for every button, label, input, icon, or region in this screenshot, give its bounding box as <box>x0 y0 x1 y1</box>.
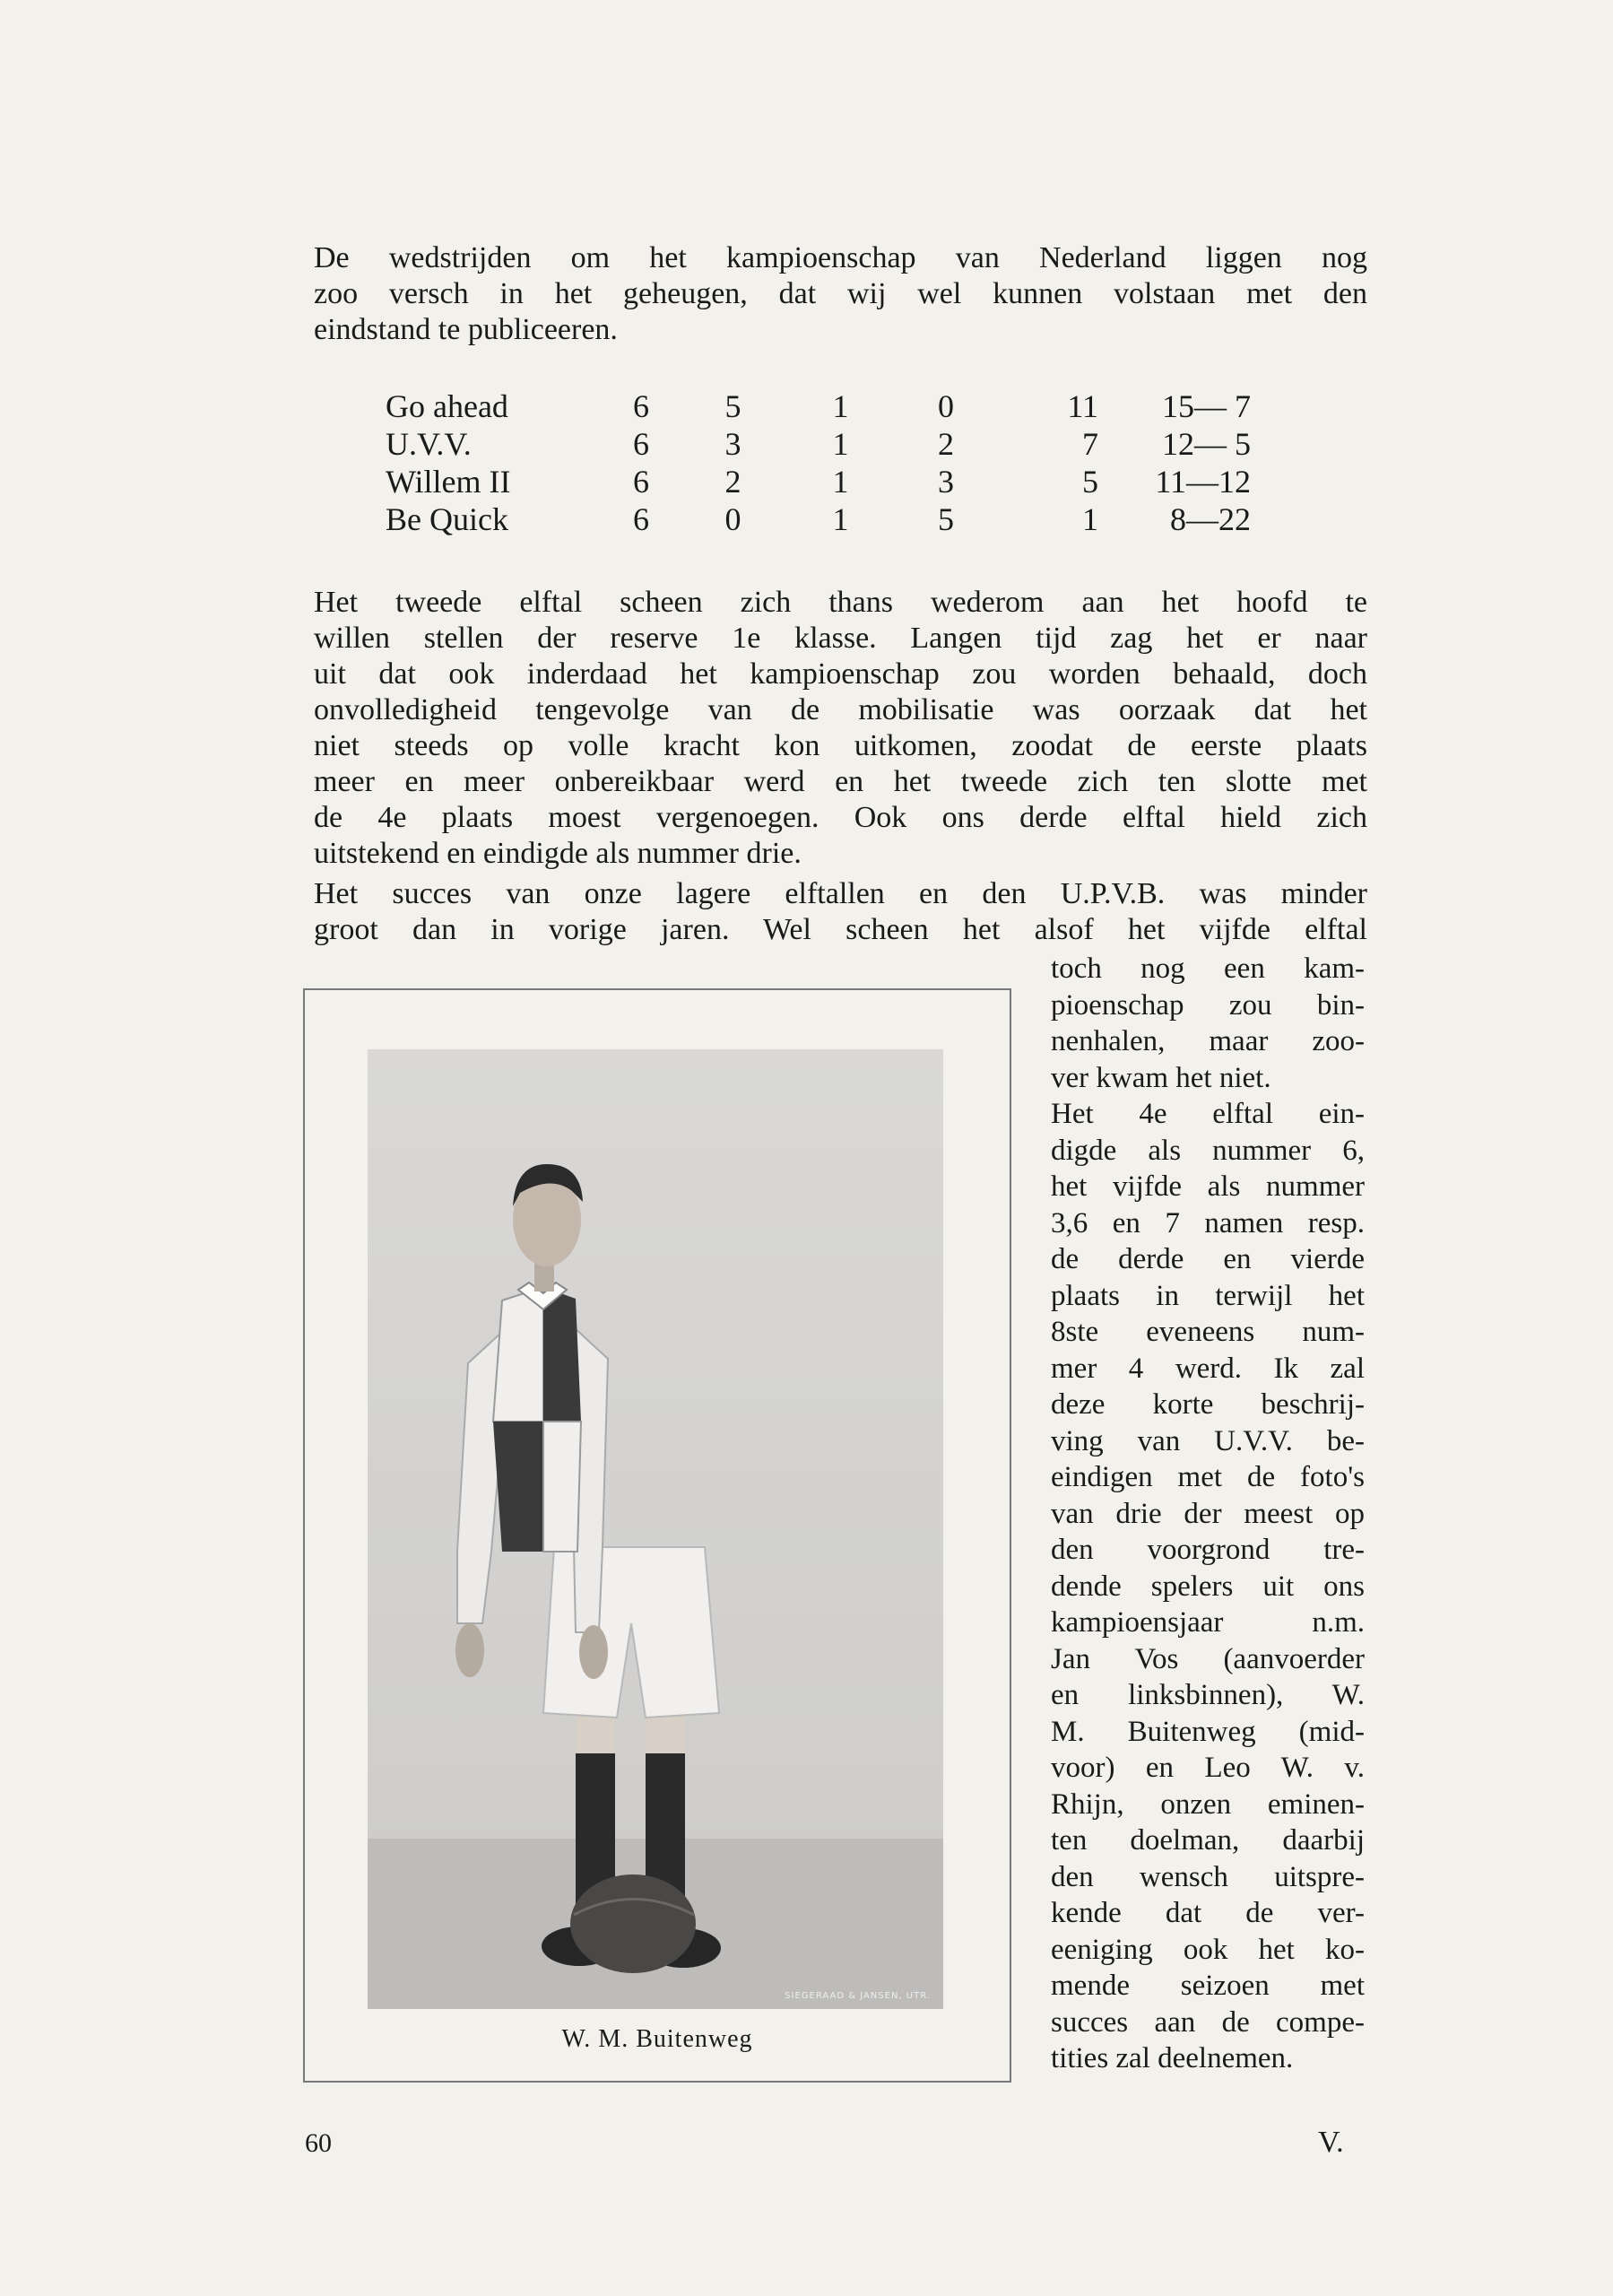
text-line: plaats in terwijl het <box>1051 1279 1365 1312</box>
side-column-text <box>1051 951 1365 2077</box>
team-name: Be Quick <box>386 501 508 537</box>
text-line: de derde en vierde <box>1051 1243 1365 1275</box>
text-line: M. Buitenweg (mid- <box>1051 1715 1365 1748</box>
text-line: onvolledigheid tengevolge van de mobilisatie was oorzaak dat het <box>314 693 1367 726</box>
text-line: en linksbinnen), W. <box>1051 1679 1365 1711</box>
table-cell: 6 <box>633 388 649 424</box>
text-line: uitstekend en eindigde als nummer drie. <box>314 837 802 870</box>
table-cell: 1 <box>1082 501 1098 537</box>
text-line: uit dat ook inderdaad het kampioenschap zou worden behaald, doch <box>314 657 1367 691</box>
text-line: mer 4 werd. Ik zal <box>1051 1352 1365 1385</box>
text-line: nenhalen, maar zoo- <box>1051 1025 1365 1057</box>
table-cell: 1 <box>832 464 849 500</box>
standings-table <box>386 387 1251 538</box>
text-line: kende dat de ver- <box>1051 1897 1365 1929</box>
page-number: 60 <box>305 2128 332 2158</box>
text-line: het vijfde als nummer <box>1051 1170 1365 1203</box>
table-cell: 11 <box>1067 388 1098 424</box>
text-line: van drie der meest op <box>1051 1497 1365 1530</box>
table-cell: 11—12 <box>1155 464 1251 500</box>
table-cell: 6 <box>633 464 649 500</box>
text-line: 3,6 en 7 namen resp. <box>1051 1206 1365 1239</box>
text-line: ving van U.V.V. be- <box>1051 1424 1365 1457</box>
text-line: de 4e plaats moest vergenoegen. Ook ons derde elftal hield zich <box>314 801 1367 834</box>
text-line: Rhijn, onzen eminen- <box>1051 1787 1365 1821</box>
text-line: deze korte beschrij- <box>1051 1388 1365 1421</box>
table-row <box>386 387 1251 425</box>
text-line: Het succes van onze lagere elftallen en den U.P.V.B. was minder <box>314 877 1367 910</box>
photo-caption: W. M. Buitenweg <box>561 2025 753 2053</box>
team-name: Go ahead <box>386 388 508 424</box>
table-cell: 0 <box>724 501 741 537</box>
table-cell: 12— 5 <box>1162 426 1251 462</box>
text-line: Jan Vos (aanvoerder <box>1051 1642 1365 1675</box>
text-line: ver kwam het niet. <box>1051 1061 1271 1094</box>
text-line: ten doelman, daarbij <box>1051 1824 1365 1857</box>
intro-paragraph <box>314 240 1367 348</box>
text-line: mende seizoen met <box>1051 1970 1365 2002</box>
printer-mark: SIEGERAAD & JANSEN, UTR. <box>785 1991 931 2001</box>
table-row <box>386 463 1251 500</box>
second-team-paragraph <box>314 585 1367 872</box>
text-line: pioenschap zou bin- <box>1051 988 1365 1022</box>
table-cell: 3 <box>938 464 954 500</box>
table-cell: 6 <box>633 426 649 462</box>
table-cell: 5 <box>724 388 741 424</box>
table-row <box>386 500 1251 538</box>
text-line: succes aan de compe- <box>1051 2005 1365 2039</box>
text-line: kampioensjaar n.m. <box>1051 1606 1365 1639</box>
text-line: dende spelers uit ons <box>1051 1570 1365 1603</box>
author-signature: V. <box>1318 2126 1344 2159</box>
table-cell: 2 <box>724 464 741 500</box>
text-line: eindstand te publiceeren. <box>314 313 618 346</box>
table-cell: 8—22 <box>1170 501 1251 537</box>
table-cell: 5 <box>938 501 954 537</box>
table-cell: 1 <box>832 388 849 424</box>
text-line: De wedstrijden om het kampioenschap van Nederland liggen nog <box>314 241 1367 274</box>
text-line: 8ste eveneens num- <box>1051 1316 1365 1348</box>
table-cell: 15— 7 <box>1162 388 1251 424</box>
text-line: meer en meer onbereikbaar werd en het tweede zich ten slotte met <box>314 765 1367 798</box>
text-line: tities zal deelnemen. <box>1051 2042 1294 2074</box>
text-line: willen stellen der reserve 1e klasse. Langen tijd zag het er naar <box>314 622 1367 655</box>
player-photo <box>368 1049 943 2009</box>
table-cell: 5 <box>1082 464 1098 500</box>
lower-teams-paragraph <box>314 876 1367 948</box>
table-cell: 0 <box>938 388 954 424</box>
text-line: toch nog een kam- <box>1051 952 1365 985</box>
text-line: voor) en Leo W. v. <box>1051 1752 1365 1784</box>
text-line: eeniging ook het ko- <box>1051 1933 1365 1966</box>
text-line: den voorgrond tre- <box>1051 1534 1365 1566</box>
table-cell: 1 <box>832 426 849 462</box>
text-line: zoo versch in het geheugen, dat wij wel kunnen volstaan met den <box>314 277 1367 310</box>
team-name: Willem II <box>386 464 511 500</box>
table-cell: 1 <box>832 501 849 537</box>
table-cell: 2 <box>938 426 954 462</box>
text-line: groot dan in vorige jaren. Wel scheen het alsof het vijfde elftal <box>314 913 1367 946</box>
team-name: U.V.V. <box>386 426 472 462</box>
text-line: den wensch uitspre- <box>1051 1860 1365 1893</box>
table-cell: 7 <box>1082 426 1098 462</box>
table-cell: 3 <box>724 426 741 462</box>
text-line: digde als nummer 6, <box>1051 1134 1365 1167</box>
text-line: Het 4e elftal ein- <box>1051 1098 1365 1130</box>
text-line: eindigen met de foto's <box>1051 1461 1365 1493</box>
player-illustration <box>368 1049 943 2009</box>
table-row <box>386 425 1251 463</box>
text-line: niet steeds op volle kracht kon uitkomen, zoodat de eerste plaats <box>314 729 1367 762</box>
table-cell: 6 <box>633 501 649 537</box>
text-line: Het tweede elftal scheen zich thans wederom aan het hoofd te <box>314 586 1367 619</box>
